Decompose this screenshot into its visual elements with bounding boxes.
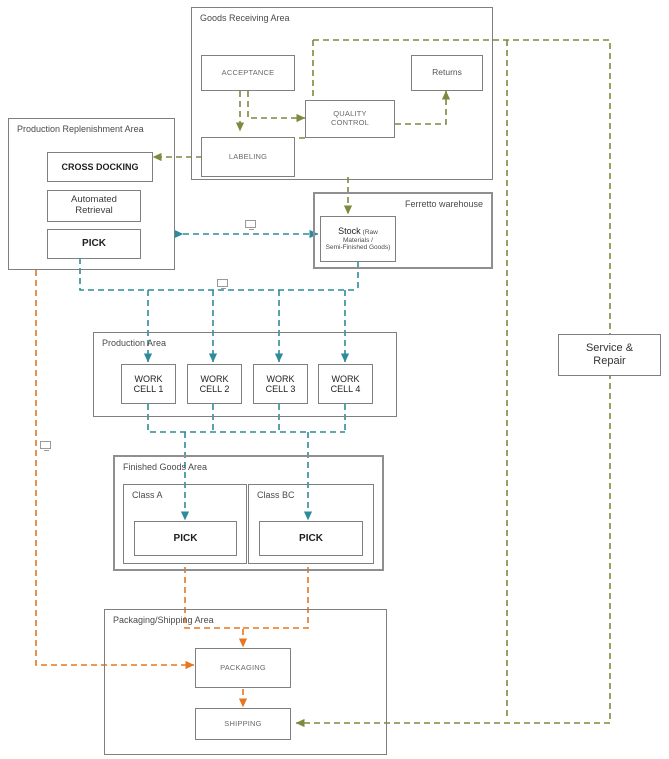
node-stock[interactable] [320,216,396,262]
node-acceptance-label: ACCEPTANCE [221,67,275,77]
node-pick-class-bc[interactable] [259,521,363,556]
group-goods-receiving-label: Goods Receiving Area [200,13,290,23]
node-work-cell-2[interactable] [187,364,242,404]
node-service-repair-label-line1: Service & [585,342,634,355]
node-work-cell-4[interactable] [318,364,373,404]
node-automated-retrieval-label-line2: Retrieval [75,205,113,216]
node-stock-sublabel-line2: Materials / [343,236,373,244]
group-ferretto-warehouse-label: Ferretto warehouse [404,199,483,209]
connector-tag-icon-2 [217,279,228,287]
node-work-cell-4-label-line2: CELL 4 [330,384,361,394]
node-pick-replenishment-label: PICK [82,238,106,250]
node-stock-sublabel-line3: Semi-Finished Goods) [325,244,391,252]
node-service-repair[interactable] [558,334,661,376]
node-labeling[interactable] [201,137,295,177]
node-quality-control-label-line1: QUALITY [333,109,367,119]
node-work-cell-3[interactable] [253,364,308,404]
node-service-repair-label-line2: Repair [593,355,626,367]
node-packaging-label: PACKAGING [220,662,266,672]
node-pick-class-a-label: PICK [173,532,198,544]
connector-tag-icon-3 [40,441,51,449]
node-pick-class-a[interactable] [134,521,237,556]
node-pick-class-bc-label: PICK [299,532,323,544]
node-labeling-label: LABELING [228,151,268,161]
connector-tag-icon-1 [245,220,256,228]
node-work-cell-1[interactable] [121,364,176,404]
node-work-cell-2-label-line2: CELL 2 [199,384,230,394]
node-stock-sublabel-line1: (Raw [362,229,378,237]
node-automated-retrieval-label-line1: Automated [71,194,117,206]
node-shipping[interactable] [195,708,291,740]
node-acceptance[interactable] [201,55,295,91]
group-finished-goods-label: Finished Goods Area [123,462,208,472]
node-work-cell-1-label-line2: CELL 1 [133,384,164,394]
group-production-area-label: Production Area [102,338,167,348]
group-production-replenishment-label: Production Replenishment Area [17,124,144,134]
group-class-bc-label: Class BC [257,490,295,500]
node-work-cell-1-label-line1: WORK [134,373,163,384]
node-work-cell-2-label-line1: WORK [200,373,229,384]
node-cross-docking[interactable] [47,152,153,182]
node-cross-docking-label: CROSS DOCKING [61,161,139,172]
node-work-cell-3-label-line1: WORK [266,373,295,384]
node-work-cell-4-label-line1: WORK [331,373,360,384]
node-packaging[interactable] [195,648,291,688]
node-shipping-label: SHIPPING [224,718,262,728]
node-quality-control[interactable] [305,100,395,138]
node-automated-retrieval[interactable] [47,190,141,222]
group-class-a-label: Class A [132,490,163,500]
node-quality-control-label-line2: CONTROL [330,118,370,127]
group-packaging-shipping-label: Packaging/Shipping Area [113,615,214,625]
node-pick-replenishment[interactable] [47,229,141,259]
node-returns-label: Returns [432,67,462,78]
node-work-cell-3-label-line2: CELL 3 [265,384,296,394]
node-returns[interactable] [411,55,483,91]
node-stock-label: Stock [338,226,361,237]
